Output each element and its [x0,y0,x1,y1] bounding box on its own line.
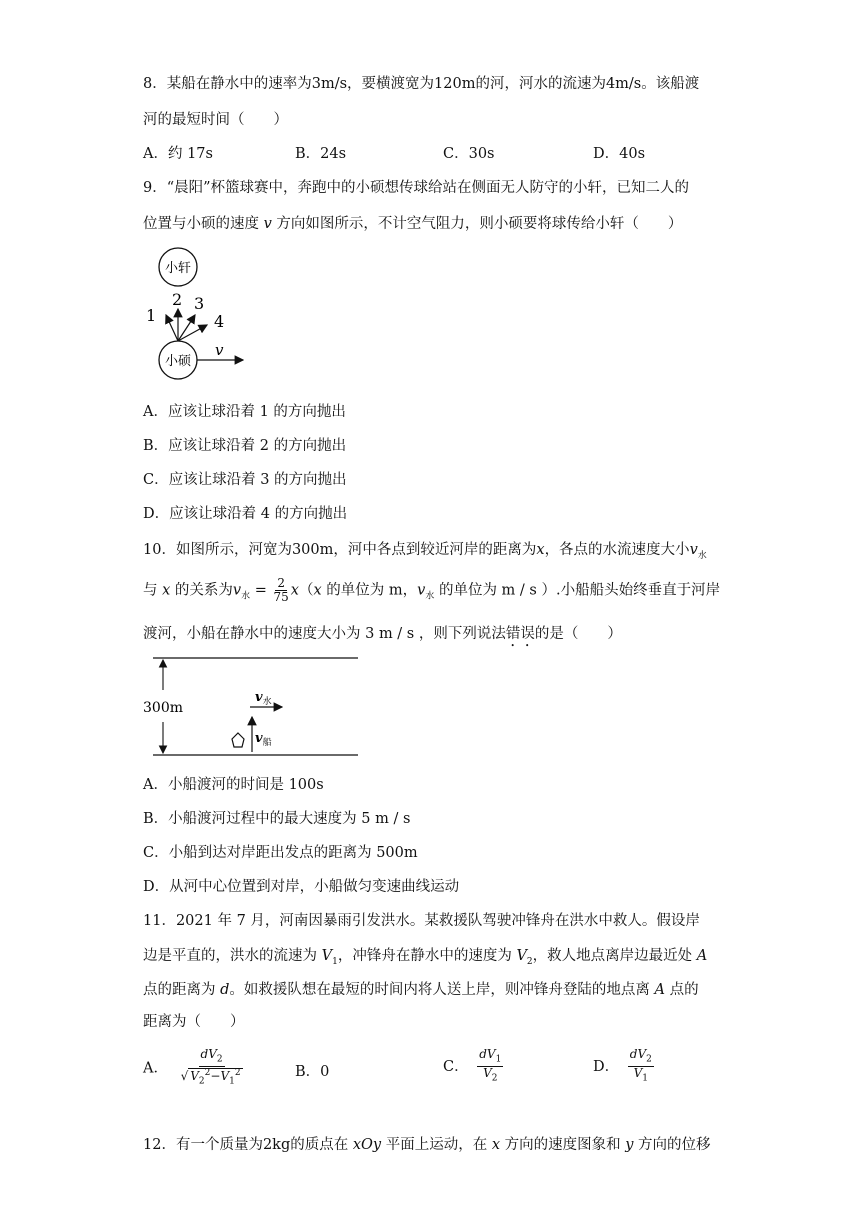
label-2: 2 [172,290,183,309]
v-boat-label: $v_船$ [255,731,272,748]
q11-option-d: D． $\frac{dV_2}{V_1}$ [593,1047,652,1084]
q12-line1: 12．有一个质量为2kg的质点在 xOy 平面上运动，在 x 方向的速度图象和 y 方向的位移 [143,1137,711,1153]
q10-option-d: D．从河中心位置到对岸，小船做匀变速曲线运动 [143,879,460,895]
boat-icon [232,733,244,747]
q8-line2: 河的最短时间（ ） [143,112,288,128]
label-3: 3 [194,294,205,313]
q8-option-a: A．约 17s [143,146,213,162]
label-4: 4 [214,312,225,331]
q10-option-b: B．小船渡河过程中的最大速度为 5 m / s [143,811,411,827]
q9-option-c: C．应该让球沿着 3 的方向抛出 [143,472,347,488]
v-water-label: $v_水$ [255,690,272,707]
arrow-4 [178,325,207,341]
q9-line2: 位置与小硕的速度 v 方向如图所示，不计空气阻力，则小硕要将球传给小轩（ ） [143,216,683,232]
q11-line2: 边是平直的，洪水的流速为 $V_1$，冲锋舟在静水中的速度为 $V_2$，救人地点离岸边最近处 A [143,948,708,967]
q9-option-a: A．应该让球沿着 1 的方向抛出 [143,404,346,420]
q8-option-b: B．24s [295,146,347,162]
q10-option-c: C．小船到达对岸距出发点的距离为 500m [143,845,418,861]
q10-fraction: $\frac{2}{75}$ [273,576,289,604]
q11-line4: 距离为（ ） [143,1014,245,1030]
q9-option-b: B．应该让球沿着 2 的方向抛出 [143,438,347,454]
width-label: 300m [143,700,183,716]
q8-option-d: D．40s [593,146,646,162]
q9-line1: 9．“晨阳”杯篮球赛中，奔跑中的小硕想传球给站在侧面无人防守的小轩，已知二人的 [143,180,690,196]
q8-option-c: C．30s [443,146,495,162]
label-v: v [215,341,224,359]
q10-line2: 与 x 的关系为$v_水$ = $\frac{2}{75}$ x（x 的单位为 m，$v_水$ 的单位为 m / s ）.小船船头始终垂直于河岸 [143,576,721,604]
q11-line3: 点的距离为 d。如救援队想在最短的时间内将人送上岸，则冲锋舟登陆的地点离 A 点的 [143,982,699,998]
arrow-3 [178,315,195,341]
q8-line1: 8．某船在静水中的速率为3m/s，要横渡宽为120m的河，河水的流速为4m/s。该船渡 [143,76,700,92]
q10-figure [140,650,370,765]
q10-line1: 10．如图所示，河宽为300m，河中各点到较近河岸的距离为x，各点的水流速度大小$v_水$ [143,542,707,561]
q11-line1: 11．2021 年 7 月，河南因暴雨引发洪水。某救援队驾驶冲锋舟在洪水中救人。假设岸 [143,913,700,929]
label-1: 1 [146,306,157,325]
q11-option-b: B．0 [295,1064,330,1080]
q11-option-a: A． $\frac{dV_2}{√ V_2^2-V_1^2}$ [143,1047,241,1087]
arrow-1 [166,315,178,341]
q9-option-d: D．应该让球沿着 4 的方向抛出 [143,506,348,522]
q9-figure [140,245,260,385]
xiaoshuo-label: 小硕 [164,354,192,369]
xiaoxuan-label: 小轩 [164,261,192,276]
q11-option-c: C． $\frac{dV_1}{V_2}$ [443,1047,502,1084]
q10-line3: 渡河，小船在静水中的速度大小为 3 m / s ，则下列说法错误的是（ ） [143,626,622,642]
q10-option-a: A．小船渡河的时间是 100s [143,777,324,793]
